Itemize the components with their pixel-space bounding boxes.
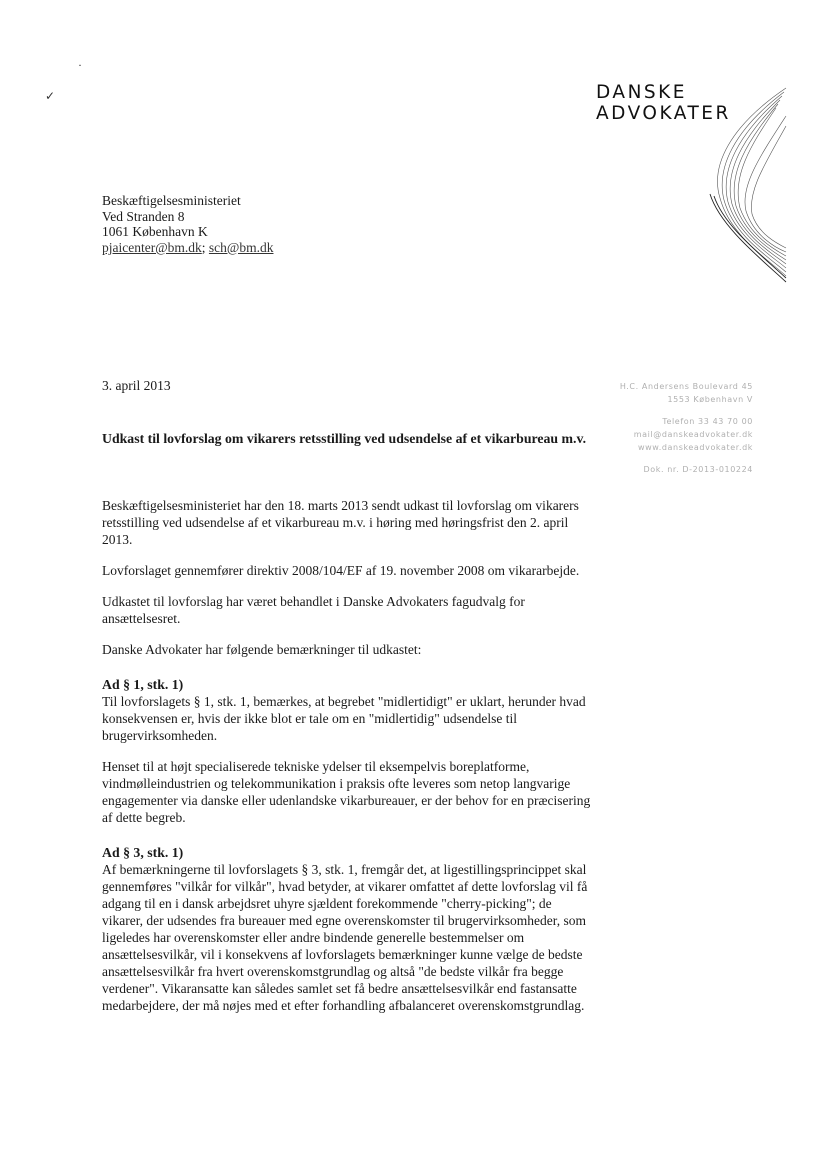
- section-1-paragraph-1: Til lovforslagets § 1, stk. 1, bemærkes, at begrebet "midlertidigt" er uklart, herunder hvad konsekvensen er, hvis der ikke blot er tale om en "midlertidig" udsendelse til brugervirksomheden.: [102, 694, 586, 743]
- body-paragraph-4: Danske Advokater har følgende bemærkninger til udkastet:: [102, 642, 422, 657]
- section-1-heading: Ad § 1, stk. 1): [102, 677, 184, 692]
- logo-swoosh-graphic: [690, 86, 790, 286]
- sender-email: mail@danskeadvokater.dk: [633, 430, 753, 439]
- sender-web: www.danskeadvokater.dk: [638, 443, 753, 452]
- recipient-email-link-1[interactable]: pjaicenter@bm.dk: [102, 239, 202, 255]
- email-separator: ;: [201, 239, 206, 255]
- recipient-city: 1061 København K: [102, 224, 208, 240]
- letter-subject: Udkast til lovforslag om vikarers retsstilling ved udsendelse af et vikarbureau m.v.: [102, 431, 587, 446]
- sender-phone: Telefon 33 43 70 00: [662, 417, 753, 426]
- letter-body: [102, 497, 592, 1014]
- sender-street: H.C. Andersens Boulevard 45: [619, 382, 753, 391]
- scan-mark-tick: ✓: [45, 89, 56, 103]
- body-paragraph-3: Udkastet til lovforslag har været behandlet i Danske Advokaters fagudvalg for ansættelsesret.: [102, 594, 525, 626]
- body-paragraph-1: Beskæftigelsesministeriet har den 18. marts 2013 sendt udkast til lovforslag om vikarers retsstilling ved udsendelse af et vikarbureau m.v. i høring med høringsfrist den 2. april 2013.: [102, 498, 579, 547]
- sender-city: 1553 København V: [667, 395, 753, 404]
- recipient-email-link-2[interactable]: sch@bm.dk: [208, 239, 274, 255]
- section-1-paragraph-2: Henset til at højt specialiserede tekniske ydelser til eksempelvis boreplatforme, vindmølleindustrien og telekommunikation i praksis ofte leveres som netop langvarige engagementer via danske eller udenlandske vikarbureauer, er der behov for en præcisering af dette begreb.: [102, 759, 591, 825]
- section-2-heading: Ad § 3, stk. 1): [102, 845, 184, 860]
- document-number: Dok. nr. D-2013-010224: [643, 465, 753, 474]
- section-2-paragraph-1: Af bemærkningerne til lovforslagets § 3, stk. 1, fremgår det, at ligestillingsprincippet skal gennemføres "vilkår for vilkår", hvad betyder, at vikarer omfattet af dette lovforslag vil få adgang til en i dansk arbejdsret uhyre sjældent forekommende "cherry-picking"; de vikarer, der udsendes fra bureauer med egne overenskomster til brugervirksomheder, som ligeledes har overenskomster eller andre bindende generelle bestemmelser om ansættelsesvilkår, vil i konsekvens af lovforslagets bemærkninger kunne vælge de bedste ansættelsesvilkår fra hvert overenskomstgrundlag og altså "de bedste vilkår fra begge verdener". Vikaransatte kan således samlet set få bedre ansættelsesvilkår end fastansatte medarbejdere, der må nøjes med et efter forhandling afbalanceret overenskomstgrundlag.: [102, 862, 588, 1013]
- logo-line-2: ADVOKATER: [596, 102, 731, 124]
- recipient-street: Ved Stranden 8: [102, 208, 185, 224]
- recipient-name: Beskæftigelsesministeriet: [102, 193, 241, 208]
- letter-date: 3. april 2013: [102, 378, 171, 393]
- scan-mark-dot: ·: [78, 58, 82, 72]
- sender-info: [620, 380, 753, 476]
- recipient-emails: [102, 240, 273, 256]
- body-paragraph-2: Lovforslaget gennemfører direktiv 2008/104/EF af 19. november 2008 om vikararbejde.: [102, 563, 580, 578]
- recipient-address: [102, 193, 273, 255]
- logo-line-1: DANSKE: [596, 82, 687, 103]
